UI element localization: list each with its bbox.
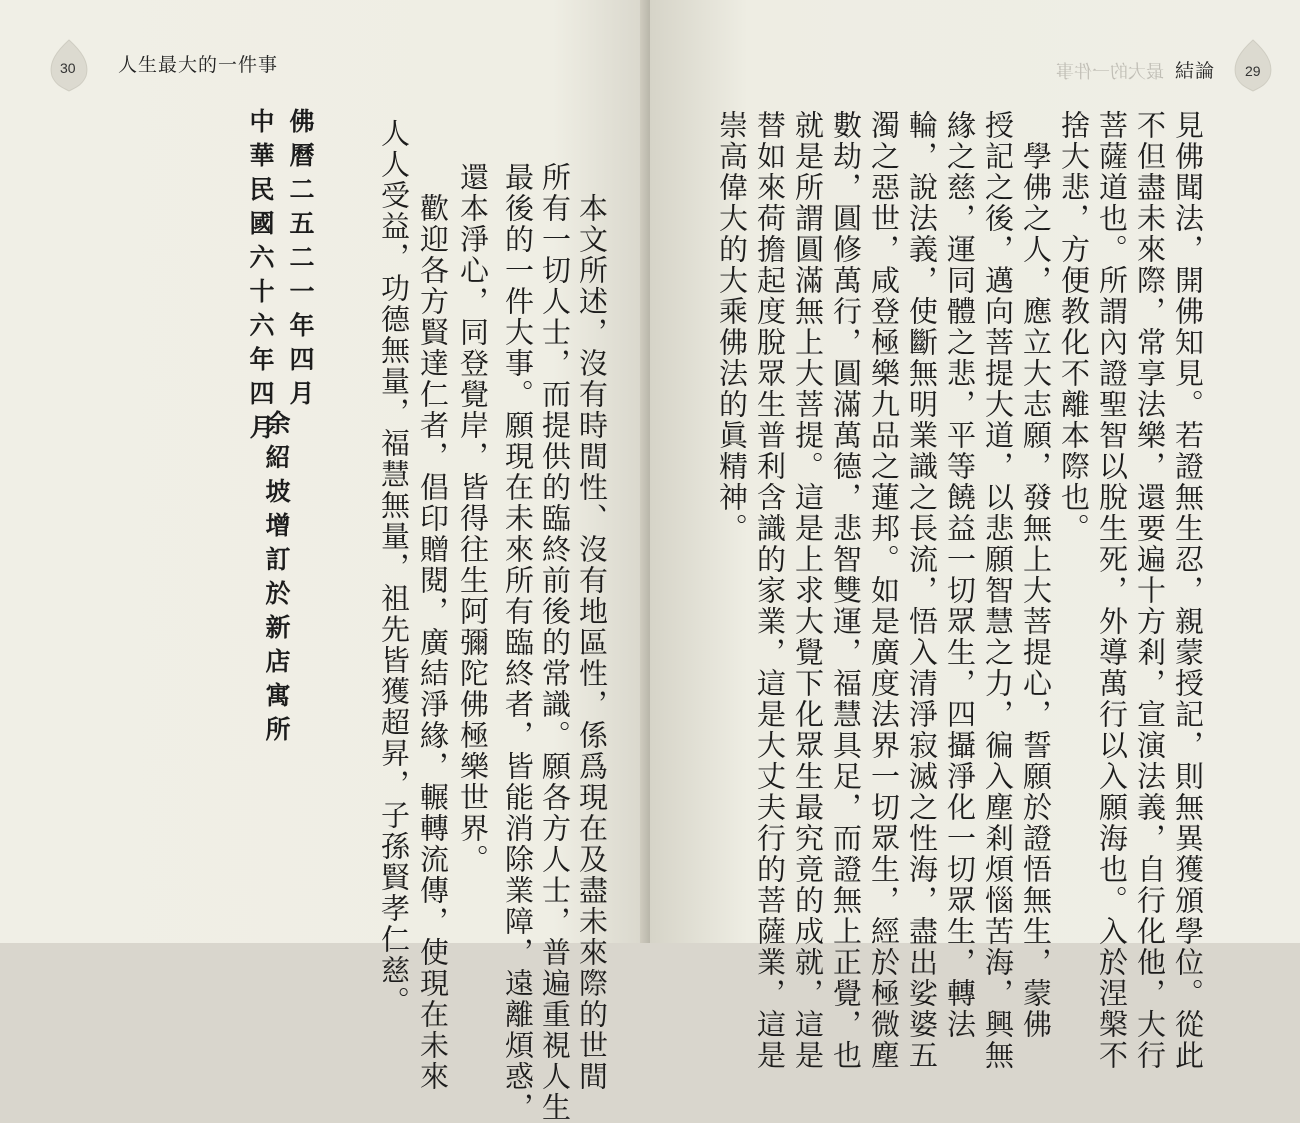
right-page (650, 0, 1300, 1071)
running-title: 結論 (1175, 60, 1216, 82)
text-column: 捨大悲，方便教化不離本際也。 (1057, 110, 1091, 544)
text-column: 授記之後，邁向菩提大道，以悲願智慧之力，徧入塵剎煩惱苦海，興無 (981, 110, 1015, 1071)
text-column: 還本淨心，同登覺岸，皆得往生阿彌陀佛極樂世界。 (456, 162, 490, 875)
page-number: 30 (60, 60, 76, 76)
text-column: 數劫，圓修萬行，圓滿萬德，悲智雙運，福慧具足，而證無上正覺，也 (829, 110, 863, 1071)
text-column: 人人受益，功德無量，福慧無量，祖先皆獲超昇，子孫賢孝仁慈。 (377, 118, 411, 1017)
author-signature: 余紹坡增訂於新店寓所 (262, 410, 291, 750)
text-column: 最後的一件大事。願現在未來所有臨終者，皆能消除業障，遠離煩惑， (501, 162, 535, 1123)
show-through-title: 最大的一件事 (1056, 62, 1164, 83)
text-column: 濁之惡世，咸登極樂九品之蓮邦。如是廣度法界一切眾生，經於極微塵 (867, 110, 901, 1071)
text-column: 菩薩道也。所謂內證聖智以脫生死，外導萬行以入願海也。入於涅槃不 (1095, 110, 1129, 1071)
text-column: 本文所述，沒有時間性、沒有地區性，係爲現在及盡未來際的世間 (575, 162, 609, 1092)
date-buddhist-calendar: 佛曆二五二一年四月 (286, 108, 315, 414)
text-column: 歡迎各方賢達仁者，倡印贈閱，廣結淨緣，輾轉流傳，使現在未來 (416, 162, 450, 1092)
text-column: 見佛聞法，開佛知見。若證無生忍，親蒙授記，則無異獲頒學位。從此 (1171, 110, 1205, 1071)
running-title: 人生最大的一件事 (118, 54, 279, 76)
text-column: 崇高偉大的大乘佛法的眞精神。 (715, 110, 749, 544)
text-column: 輪，說法義，使斷無明業識之長流，悟入清淨寂滅之性海，盡出娑婆五 (905, 110, 939, 1071)
text-column: 學佛之人，應立大志願，發無上大菩提心，誓願於證悟無生，蒙佛 (1019, 110, 1053, 1040)
date-roc-calendar: 中華民國六十六年四月 (246, 108, 275, 448)
text-column: 不但盡未來際，常享法樂，還要遍十方剎，宣演法義，自行化他，大行 (1133, 110, 1167, 1071)
page-number: 29 (1245, 63, 1261, 79)
text-column: 替如來荷擔起度脫眾生普利含識的家業，這是大丈夫行的菩薩業，這是 (753, 110, 787, 1071)
text-column: 所有一切人士，而提供的臨終前後的常識。願各方人士，普遍重視人生 (538, 162, 572, 1123)
text-column: 就是所謂圓滿無上大菩提。這是上求大覺下化眾生最究竟的成就，這是 (791, 110, 825, 1071)
text-column: 緣之慈，運同體之悲，平等饒益一切眾生，四攝淨化一切眾生，轉法 (943, 110, 977, 1040)
